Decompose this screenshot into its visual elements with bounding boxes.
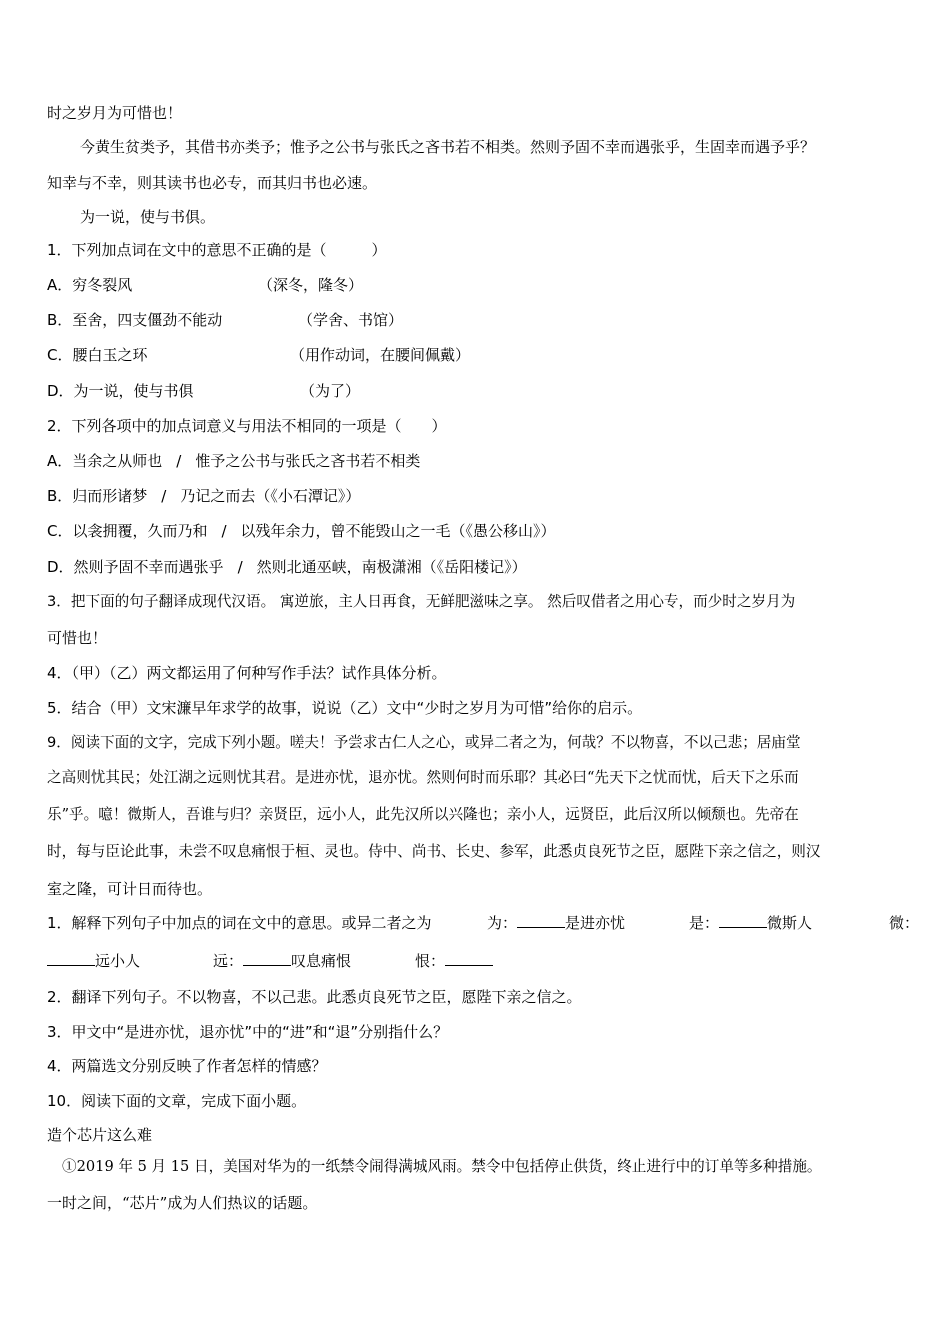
q9-sub1-word4-context: 叹息痛恨 — [291, 952, 352, 970]
q2-option-a-left: A．当余之从师也 — [47, 452, 163, 470]
q9-sub3: 3．甲文中“是进亦忧，退亦忧”中的“进”和“退”分别指什么？ — [47, 1023, 449, 1041]
q9-sub1-word2 — [689, 913, 812, 933]
passage-tail: 时之岁月为可惜也！ — [47, 104, 183, 122]
q9-sub1-word3-label: 微： — [889, 914, 920, 932]
passage-paragraph-compare: 今黄生贫类予，其借书亦类予；惟予之公书与张氏之吝书若不相类。然则予固不幸而遇张乎，生固幸而遇予乎？ — [80, 138, 816, 156]
article-paragraph-1-cont: 一时之间，“芯片”成为人们热议的话题。 — [47, 1194, 318, 1212]
q2-option-c-left: C．以衾拥覆，久而乃和 — [47, 522, 208, 540]
q9-sub1-word1-context: 是进亦忧 — [565, 914, 626, 932]
q2-option-b-left: B．归而形诸梦 — [47, 487, 148, 505]
question-9-line3: 乐”乎。噫！微斯人，吾谁与归？亲贤臣，远小人，此先汉所以兴隆也；亲小人，远贤臣，此后汉所以倾颓也。先帝在 — [47, 806, 799, 823]
q1-option-d-text: D．为一说，使与书俱 — [47, 382, 194, 400]
question-4: 4．（甲）（乙）两文都运用了何种写作手法？试作具体分析。 — [47, 664, 447, 682]
q1-option-c-text: C．腰白玉之环 — [47, 346, 148, 364]
passage-closing: 为一说，使与书俱。 — [80, 208, 216, 226]
question-9-line4: 时，每与臣论此事，未尝不叹息痛恨于桓、灵也。侍中、尚书、长史、参军，此悉贞良死节之臣，愿陛下亲之信之，则汉 — [47, 843, 821, 860]
q1-option-a — [47, 275, 467, 295]
q2-option-c — [47, 521, 556, 541]
q1-option-b-gloss: （学舍、书馆） — [298, 311, 404, 329]
q1-option-a-text: A．穷冬裂风 — [47, 276, 133, 294]
q2-option-b-slash: / — [161, 487, 167, 505]
q2-option-d-right: 然则北通巫峡，南极潇湘（《岳阳楼记》） — [256, 558, 527, 576]
q1-option-d-gloss: （为了） — [300, 382, 361, 400]
question-1: 1．下列加点词在文中的意思不正确的是（ ） — [47, 241, 387, 259]
question-5: 5．结合（甲）文宋濂早年求学的故事，说说（乙）文中“少时之岁月为可惜”给你的启示。 — [47, 699, 643, 717]
answer-blank-2[interactable] — [719, 913, 767, 928]
answer-blank-5[interactable] — [445, 951, 493, 966]
question-3-line2: 可惜也！ — [47, 629, 108, 647]
q9-sub1-word4 — [213, 951, 351, 971]
q9-sub1-word1-label: 为： — [487, 914, 518, 932]
q2-option-a — [47, 451, 420, 471]
q2-option-b-right: 乃记之而去（《小石潭记》） — [180, 487, 361, 505]
question-9-line2: 之高则忧其民；处江湖之远则忧其君。是进亦忧，退亦忧。然则何时而乐耶？其必曰“先天下之忧而忧，后天下之乐而 — [47, 769, 799, 786]
q2-option-d-left: D．然则予固不幸而遇张乎 — [47, 558, 224, 576]
answer-blank-3[interactable] — [47, 951, 95, 966]
q9-sub1-line2 — [47, 951, 907, 973]
q2-option-a-right: 惟予之公书与张氏之吝书若不相类 — [195, 452, 421, 470]
q2-option-c-right: 以残年余力，曾不能毁山之一毛（《愚公移山》） — [240, 522, 556, 540]
passage-paragraph-compare-cont: 知幸与不幸，则其读书也必专，而其归书也必速。 — [47, 174, 378, 192]
q2-option-b — [47, 486, 360, 506]
question-3-line1: 3．把下面的句子翻译成现代汉语。 寓逆旅，主人日再食，无鲜肥滋味之享。 然后叹借者之用心专，而少时之岁月为 — [47, 593, 796, 610]
q1-option-c-gloss: （用作动词，在腰间佩戴） — [290, 346, 471, 364]
q9-sub1-word1 — [487, 913, 625, 933]
q2-option-c-slash: / — [221, 522, 227, 540]
q2-option-d-slash: / — [237, 558, 243, 576]
answer-blank-1[interactable] — [517, 913, 565, 928]
q9-sub2: 2．翻译下列句子。不以物喜，不以己悲。此悉贞良死节之臣，愿陛下亲之信之。 — [47, 988, 582, 1006]
q9-sub1-word5-label: 恨： — [415, 952, 446, 970]
answer-blank-4[interactable] — [243, 951, 291, 966]
q9-sub1-word5 — [415, 951, 493, 971]
q1-option-b-text: B．至舍，四支僵劲不能动 — [47, 311, 223, 329]
q2-option-d — [47, 557, 527, 577]
q9-sub1-line1 — [47, 913, 920, 935]
q9-sub1-word4-label: 远： — [213, 952, 244, 970]
question-2: 2．下列各项中的加点词意义与用法不相同的一项是（ ） — [47, 417, 447, 435]
q2-option-a-slash: / — [176, 452, 182, 470]
question-9-line1: 9．阅读下面的文字，完成下列小题。嗟夫！予尝求古仁人之心，或异二者之为，何哉？不以物喜，不以己悲；居庙堂 — [47, 734, 801, 751]
q9-sub1-word3-context: 远小人 — [95, 952, 141, 970]
question-10: 10．阅读下面的文章，完成下面小题。 — [47, 1092, 307, 1110]
q1-option-d — [47, 381, 467, 401]
q1-option-a-gloss: （深冬，隆冬） — [258, 276, 364, 294]
q1-option-c — [47, 345, 527, 365]
question-9-line5: 室之隆，可计日而待也。 — [47, 880, 213, 898]
q1-option-b — [47, 310, 467, 330]
q9-sub1-intro: 1．解释下列句子中加点的词在文中的意思。或异二者之为 — [47, 914, 432, 932]
q9-sub1-word2-label: 是： — [689, 914, 720, 932]
q9-sub4: 4．两篇选文分别反映了作者怎样的情感？ — [47, 1057, 327, 1075]
article-title: 造个芯片这么难 — [47, 1126, 153, 1144]
article-paragraph-1: ①2019 年 5 月 15 日，美国对华为的一纸禁令闹得满城风雨。禁令中包括停止供货，终止进行中的订单等多种措施。 — [62, 1158, 822, 1175]
q9-sub1-word2-context: 微斯人 — [767, 914, 813, 932]
